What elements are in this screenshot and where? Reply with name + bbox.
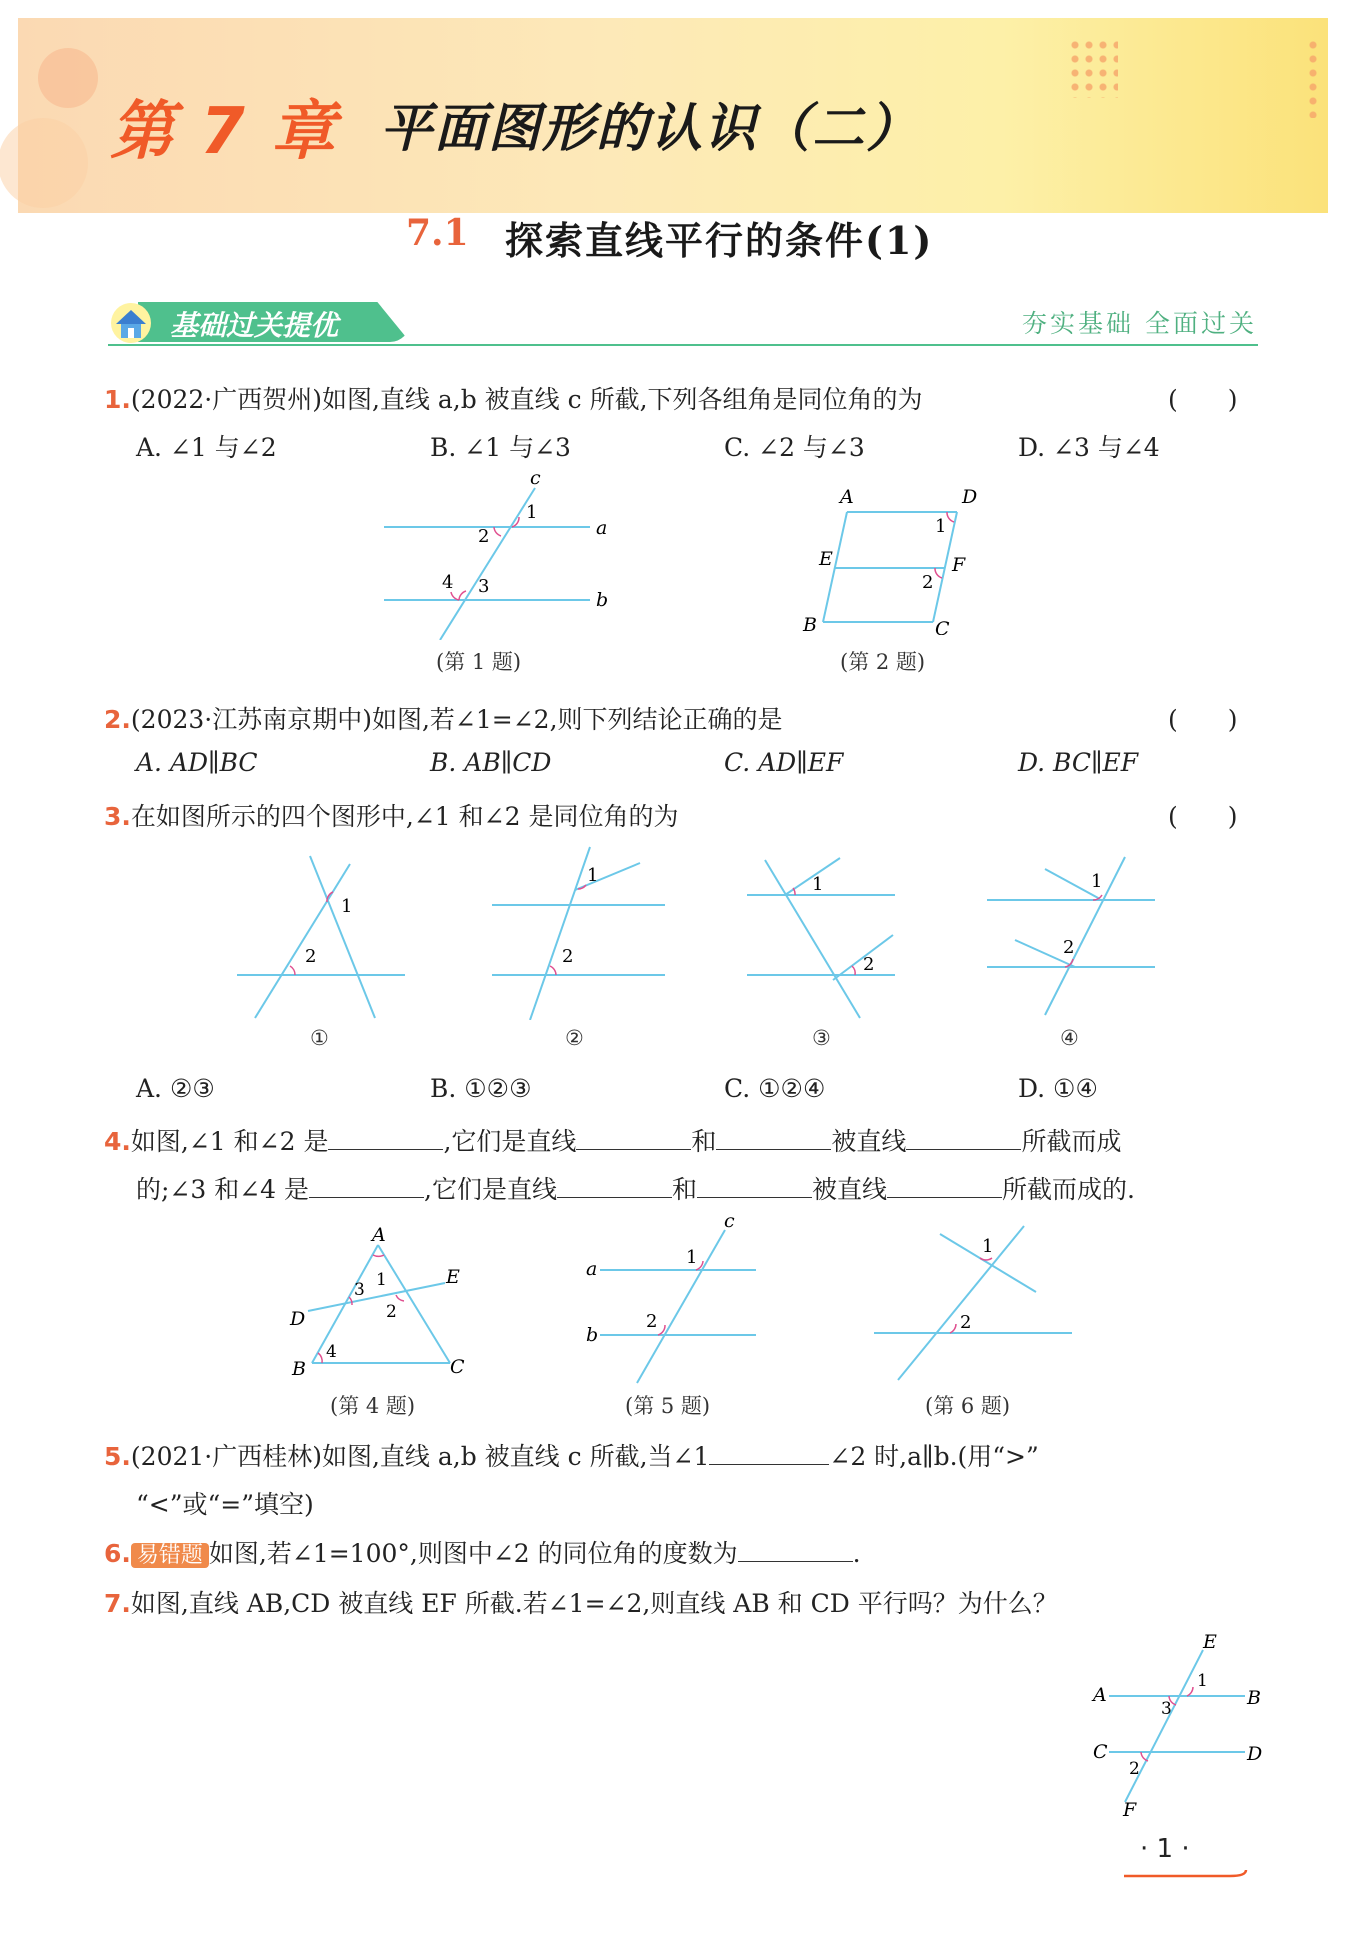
figure-5 [580,1215,780,1385]
answer-blank[interactable] [557,1171,672,1198]
label-3: 3 [1161,1699,1172,1719]
question-text: ∠2 时,a∥b.(用“>” [829,1442,1039,1471]
house-icon [108,300,154,346]
label-A: A [1093,1684,1107,1706]
figure-caption: ④ [1060,1026,1079,1050]
option-a: A. AD∥BC [136,748,258,777]
figure-4-caption: (第 4 题) [330,1394,416,1418]
option-a: A. ②③ [136,1074,215,1103]
figure-3-1 [235,850,415,1020]
figure-1 [380,470,620,640]
question-text: ,它们是直线 [443,1127,577,1156]
question-text: (2023·江苏南京期中)如图,若∠1=∠2,则下列结论正确的是 [130,705,783,734]
section-title: 探索直线平行的条件(1) [505,218,934,263]
answer-blank[interactable] [906,1123,1021,1150]
label-D: D [1247,1743,1263,1765]
answer-blank[interactable] [887,1171,1002,1198]
decor-dots [1306,38,1320,118]
label-F: F [1123,1799,1137,1818]
question-5 [104,1437,1039,1473]
question-text: . [852,1539,861,1568]
label-2: 2 [386,1302,397,1322]
angle-2-label: 2 [863,954,875,975]
label-b: b [586,1324,599,1346]
decor-bubble [38,48,98,108]
option-d: D. ①④ [1018,1074,1098,1103]
figure-caption: ② [565,1026,584,1050]
label-A: A [840,486,854,508]
label-E: E [446,1266,460,1288]
option-d: D. BC∥EF [1018,748,1139,777]
section-number: 7.1 [406,212,469,254]
question-5-line-2: “<”或“=”填空) [136,1490,314,1519]
option-c: C. AD∥EF [724,748,844,777]
option-a: A. ∠1 与∠2 [136,433,277,462]
option-b: B. AB∥CD [430,748,552,777]
label-4: 4 [326,1342,337,1362]
label-4: 4 [442,572,454,593]
question-text: 所截而成 [1021,1127,1122,1156]
label-a: a [596,517,608,539]
question-text: (2021·广西桂林)如图,直线 a,b 被直线 c 所截,当∠1 [130,1442,710,1471]
answer-blank[interactable] [309,1171,424,1198]
option-b: B. ∠1 与∠3 [430,433,571,462]
label-C: C [935,618,950,635]
label-D: D [290,1308,306,1330]
tab-underline [108,344,1258,346]
question-text: 如图,∠1 和∠2 是 [130,1127,329,1156]
label-2: 2 [960,1312,972,1333]
figure-6-caption: (第 6 题) [925,1394,1011,1418]
question-number: 1. [104,385,131,414]
angle-1-label: 1 [341,896,353,917]
answer-blank[interactable] [697,1171,812,1198]
answer-paren: ( ) [1168,385,1238,414]
tab-label: 基础过关提优 [170,309,339,342]
figure-caption: ③ [812,1026,831,1050]
question-6 [104,1534,861,1570]
answer-blank[interactable] [576,1123,691,1150]
label-B: B [1247,1687,1261,1709]
question-text: 所截而成的. [1002,1175,1135,1204]
answer-blank[interactable] [716,1123,831,1150]
label-3: 3 [354,1280,365,1300]
angle-1-label: 1 [812,874,824,895]
question-text: 和 [691,1127,717,1156]
label-2: 2 [478,526,490,547]
label-B: B [803,614,817,635]
question-text: 被直线 [831,1127,907,1156]
label-1: 1 [686,1247,698,1268]
question-text: 被直线 [812,1175,888,1204]
question-4-line-2 [136,1170,1135,1206]
page-number-swoosh [1122,1866,1252,1882]
question-4-line-1 [104,1122,1121,1158]
answer-paren: ( ) [1168,802,1238,831]
question-1 [104,380,923,416]
angle-1-label: 1 [1091,871,1103,892]
label-D: D [962,486,978,508]
option-b: B. ①②③ [430,1074,532,1103]
angle-2-label: 2 [562,946,574,967]
question-7 [104,1584,1058,1620]
error-prone-badge: 易错题 [131,1543,209,1568]
figure-7 [1085,1628,1265,1818]
figure-caption: ① [310,1026,329,1050]
question-number: 2. [104,705,131,734]
decor-dots [1068,38,1118,98]
chapter-number: 第 7 章 [110,95,338,169]
question-number: 5. [104,1442,131,1471]
question-text: 如图,若∠1=100°,则图中∠2 的同位角的度数为 [208,1539,738,1568]
question-2 [104,700,783,736]
figure-5-caption: (第 5 题) [625,1394,711,1418]
label-1: 1 [935,516,947,537]
decor-bubble [0,118,88,208]
label-F: F [952,554,966,576]
label-2: 2 [646,1311,658,1332]
question-text: 和 [671,1175,697,1204]
label-a: a [586,1258,598,1280]
label-B: B [292,1358,306,1380]
figure-4 [280,1225,480,1385]
label-E: E [1203,1631,1217,1653]
option-c: C. ∠2 与∠3 [724,433,865,462]
label-1: 1 [376,1270,387,1290]
figure-2-caption: (第 2 题) [840,650,926,674]
answer-blank[interactable] [709,1438,829,1465]
label-c: c [724,1215,735,1232]
option-d: D. ∠3 与∠4 [1018,433,1160,462]
question-number: 6. [104,1539,131,1568]
angle-2-label: 2 [1063,937,1075,958]
question-number: 7. [104,1589,131,1618]
option-c: C. ①②④ [724,1074,826,1103]
figure-3-4 [985,855,1165,1020]
figure-1-caption: (第 1 题) [436,650,522,674]
question-text: 的;∠3 和∠4 是 [136,1175,310,1204]
question-number: 4. [104,1127,131,1156]
answer-paren: ( ) [1168,705,1238,734]
label-E: E [819,548,833,570]
tab-slogan: 夯实基础 全面过关 [1022,309,1257,338]
chapter-title: 平面图形的认识（二） [380,99,921,159]
label-2: 2 [1129,1759,1140,1779]
question-text: ,它们是直线 [424,1175,557,1204]
answer-blank[interactable] [328,1123,443,1150]
angle-2-label: 2 [305,946,317,967]
figure-6 [870,1220,1080,1385]
label-3: 3 [478,576,490,597]
figure-3-3 [745,850,925,1020]
answer-blank[interactable] [738,1535,853,1562]
label-1: 1 [1197,1671,1208,1691]
figure-3-2 [490,845,670,1020]
question-text: 如图,直线 AB,CD 被直线 EF 所截.若∠1=∠2,则直线 AB 和 CD 平行吗？为什么？ [130,1589,1058,1618]
label-b: b [596,589,609,611]
label-1: 1 [526,502,538,523]
label-1: 1 [982,1236,994,1257]
label-A: A [372,1225,386,1246]
label-2: 2 [922,572,934,593]
question-number: 3. [104,802,131,831]
angle-1-label: 1 [587,865,599,886]
question-text: 在如图所示的四个图形中,∠1 和∠2 是同位角的为 [130,802,679,831]
page-number: · 1 · [1140,1834,1190,1864]
question-text: (2022·广西贺州)如图,直线 a,b 被直线 c 所截,下列各组角是同位角的为 [130,385,923,414]
label-c: c [530,470,541,489]
label-C: C [450,1356,465,1378]
figure-2 [795,485,995,635]
label-C: C [1093,1741,1108,1763]
question-3 [104,797,678,833]
